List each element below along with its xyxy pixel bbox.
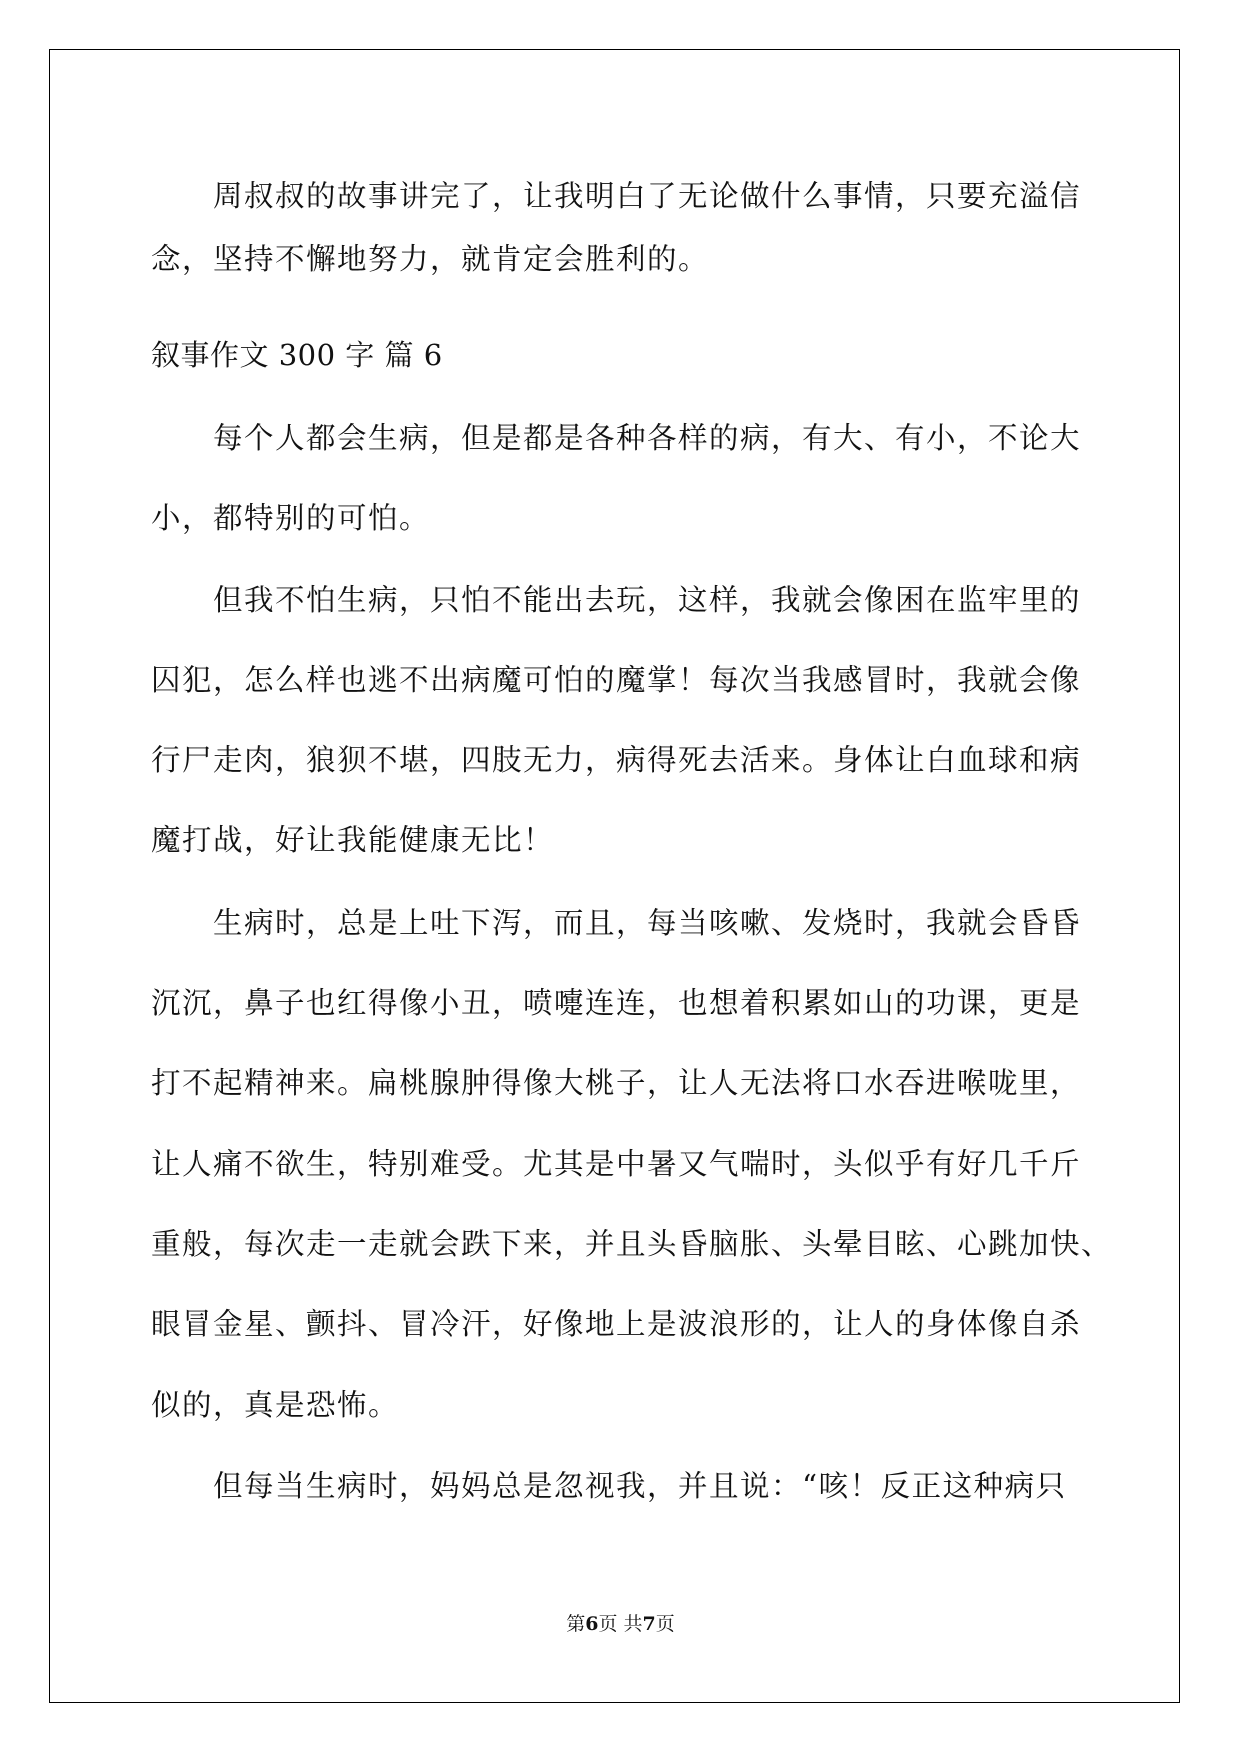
- paragraph-line: 打不起精神来。扁桃腺肿得像大桃子，让人无法将口水吞进喉咙里，: [151, 1066, 1082, 1100]
- footer-prefix: 第: [566, 1613, 586, 1635]
- page-border: [49, 49, 1180, 1703]
- paragraph-line: 囚犯，怎么样也逃不出病魔可怕的魔掌！每次当我感冒时，我就会像: [151, 663, 1082, 697]
- paragraph-line: 似的，真是恐怖。: [151, 1388, 400, 1422]
- current-page-number: 6: [585, 1613, 599, 1635]
- footer-mid: 页 共: [598, 1613, 643, 1635]
- paragraph-line: 生病时，总是上吐下泻，而且，每当咳嗽、发烧时，我就会昏昏: [213, 906, 1082, 940]
- total-page-number: 7: [642, 1613, 656, 1635]
- page-footer: [0, 1612, 1241, 1636]
- paragraph-line: 小，都特别的可怕。: [151, 501, 431, 535]
- paragraph-line: 让人痛不欲生，特别难受。尤其是中暑又气喘时，头似乎有好几千斤: [151, 1147, 1082, 1181]
- paragraph-line: 行尸走肉，狼狈不堪，四肢无力，病得死去活来。身体让白血球和病: [151, 743, 1082, 777]
- paragraph-line: 但我不怕生病，只怕不能出去玩，这样，我就会像困在监牢里的: [213, 583, 1082, 617]
- paragraph-line: 每个人都会生病，但是都是各种各样的病，有大、有小，不论大: [213, 421, 1082, 455]
- paragraph-line: 眼冒金星、颤抖、冒冷汗，好像地上是波浪形的，让人的身体像自杀: [151, 1307, 1082, 1341]
- paragraph-line: 魔打战，好让我能健康无比！: [151, 823, 555, 857]
- footer-suffix: 页: [655, 1613, 675, 1635]
- paragraph-line: 但每当生病时，妈妈总是忽视我，并且说：“咳！反正这种病只: [213, 1469, 1067, 1503]
- section-heading: 叙事作文 300 字 篇 6: [151, 338, 443, 372]
- paragraph-line: 念，坚持不懈地努力，就肯定会胜利的。: [151, 242, 710, 276]
- paragraph-line: 沉沉，鼻子也红得像小丑，喷嚏连连，也想着积累如山的功课，更是: [151, 986, 1082, 1020]
- paragraph-line: 重般，每次走一走就会跌下来，并且头昏脑胀、头晕目眩、心跳加快、: [151, 1227, 1113, 1261]
- paragraph-line: 周叔叔的故事讲完了，让我明白了无论做什么事情，只要充溢信: [213, 179, 1082, 213]
